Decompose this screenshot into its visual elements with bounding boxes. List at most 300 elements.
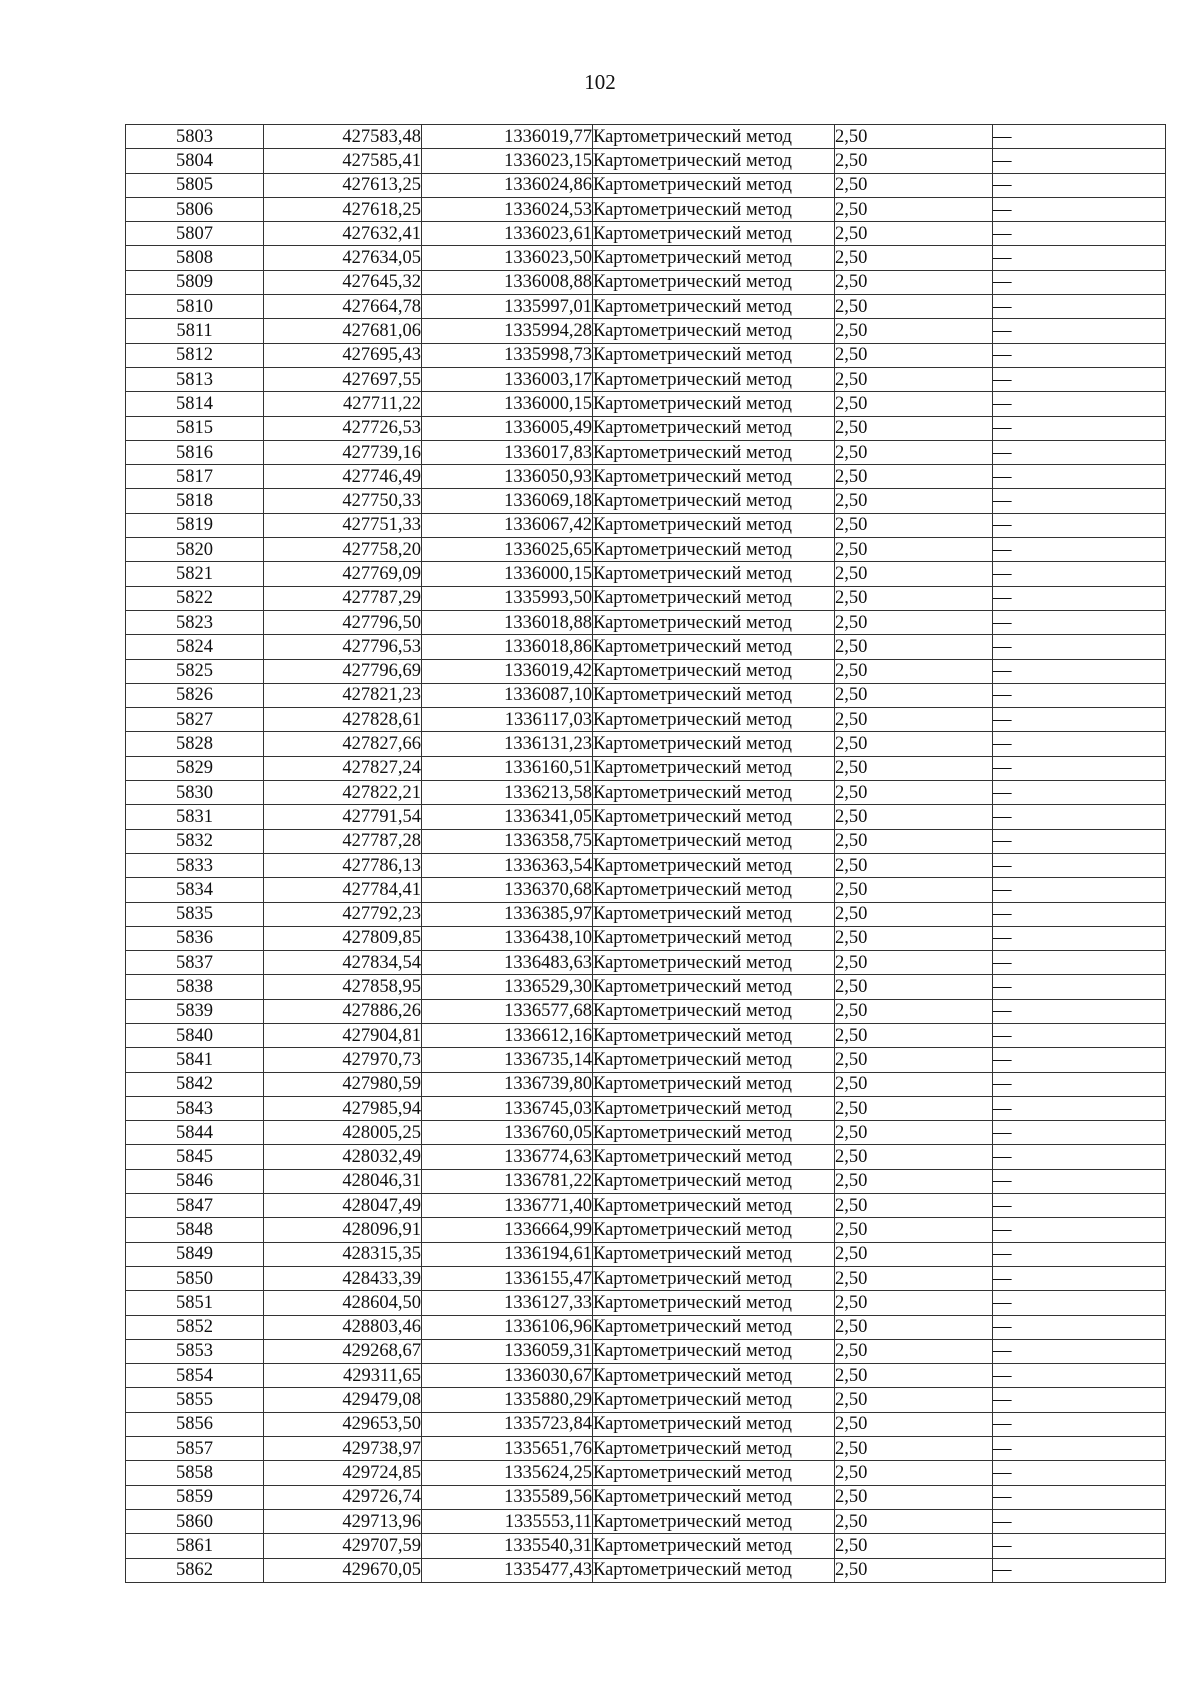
y-coordinate-cell: 1336771,40	[422, 1194, 593, 1218]
point-number-cell: 5857	[126, 1437, 264, 1461]
method-cell: Картометрический метод	[593, 1023, 835, 1047]
accuracy-cell: 2,50	[835, 805, 993, 829]
y-coordinate-cell: 1336008,88	[422, 270, 593, 294]
table-row	[126, 610, 1166, 634]
table-row	[126, 367, 1166, 391]
table-row	[126, 1096, 1166, 1120]
description-cell: —	[993, 1194, 1166, 1218]
table-row	[126, 538, 1166, 562]
point-number-cell: 5826	[126, 683, 264, 707]
x-coordinate-cell: 427792,23	[264, 902, 422, 926]
point-number-cell: 5818	[126, 489, 264, 513]
table-row	[126, 1339, 1166, 1363]
accuracy-cell: 2,50	[835, 1388, 993, 1412]
accuracy-cell: 2,50	[835, 270, 993, 294]
point-number-cell: 5816	[126, 440, 264, 464]
table-row	[126, 1388, 1166, 1412]
x-coordinate-cell: 427746,49	[264, 465, 422, 489]
method-cell: Картометрический метод	[593, 610, 835, 634]
point-number-cell: 5860	[126, 1509, 264, 1533]
point-number-cell: 5855	[126, 1388, 264, 1412]
description-cell: —	[993, 902, 1166, 926]
table-row	[126, 319, 1166, 343]
point-number-cell: 5815	[126, 416, 264, 440]
x-coordinate-cell: 427858,95	[264, 975, 422, 999]
accuracy-cell: 2,50	[835, 1266, 993, 1290]
y-coordinate-cell: 1335880,29	[422, 1388, 593, 1412]
point-number-cell: 5847	[126, 1194, 264, 1218]
description-cell: —	[993, 1364, 1166, 1388]
y-coordinate-cell: 1336024,53	[422, 197, 593, 221]
y-coordinate-cell: 1336018,86	[422, 635, 593, 659]
point-number-cell: 5851	[126, 1291, 264, 1315]
point-number-cell: 5829	[126, 756, 264, 780]
y-coordinate-cell: 1336131,23	[422, 732, 593, 756]
x-coordinate-cell: 427681,06	[264, 319, 422, 343]
table-row	[126, 1412, 1166, 1436]
table-row	[126, 1145, 1166, 1169]
method-cell: Картометрический метод	[593, 1121, 835, 1145]
point-number-cell: 5814	[126, 392, 264, 416]
x-coordinate-cell: 427787,29	[264, 586, 422, 610]
point-number-cell: 5813	[126, 367, 264, 391]
method-cell: Картометрический метод	[593, 708, 835, 732]
description-cell: —	[993, 1145, 1166, 1169]
x-coordinate-cell: 427796,69	[264, 659, 422, 683]
point-number-cell: 5812	[126, 343, 264, 367]
accuracy-cell: 2,50	[835, 319, 993, 343]
method-cell: Картометрический метод	[593, 440, 835, 464]
table-row	[126, 440, 1166, 464]
x-coordinate-cell: 427985,94	[264, 1096, 422, 1120]
accuracy-cell: 2,50	[835, 392, 993, 416]
y-coordinate-cell: 1336024,86	[422, 173, 593, 197]
y-coordinate-cell: 1336005,49	[422, 416, 593, 440]
method-cell: Картометрический метод	[593, 1218, 835, 1242]
description-cell: —	[993, 319, 1166, 343]
table-row	[126, 829, 1166, 853]
method-cell: Картометрический метод	[593, 1266, 835, 1290]
method-cell: Картометрический метод	[593, 878, 835, 902]
point-number-cell: 5837	[126, 951, 264, 975]
method-cell: Картометрический метод	[593, 683, 835, 707]
y-coordinate-cell: 1335723,84	[422, 1412, 593, 1436]
y-coordinate-cell: 1335997,01	[422, 295, 593, 319]
page-number: 102	[584, 70, 616, 94]
point-number-cell: 5854	[126, 1364, 264, 1388]
method-cell: Картометрический метод	[593, 1509, 835, 1533]
x-coordinate-cell: 427613,25	[264, 173, 422, 197]
accuracy-cell: 2,50	[835, 197, 993, 221]
method-cell: Картометрический метод	[593, 902, 835, 926]
description-cell: —	[993, 1509, 1166, 1533]
accuracy-cell: 2,50	[835, 756, 993, 780]
description-cell: —	[993, 1096, 1166, 1120]
y-coordinate-cell: 1336003,17	[422, 367, 593, 391]
y-coordinate-cell: 1335553,11	[422, 1509, 593, 1533]
method-cell: Картометрический метод	[593, 392, 835, 416]
point-number-cell: 5848	[126, 1218, 264, 1242]
accuracy-cell: 2,50	[835, 367, 993, 391]
method-cell: Картометрический метод	[593, 1194, 835, 1218]
description-cell: —	[993, 829, 1166, 853]
method-cell: Картометрический метод	[593, 1315, 835, 1339]
y-coordinate-cell: 1336067,42	[422, 513, 593, 537]
y-coordinate-cell: 1336213,58	[422, 781, 593, 805]
point-number-cell: 5833	[126, 853, 264, 877]
accuracy-cell: 2,50	[835, 829, 993, 853]
accuracy-cell: 2,50	[835, 416, 993, 440]
accuracy-cell: 2,50	[835, 1291, 993, 1315]
method-cell: Картометрический метод	[593, 295, 835, 319]
accuracy-cell: 2,50	[835, 1194, 993, 1218]
accuracy-cell: 2,50	[835, 246, 993, 270]
description-cell: —	[993, 1437, 1166, 1461]
table-row	[126, 343, 1166, 367]
y-coordinate-cell: 1336017,83	[422, 440, 593, 464]
method-cell: Картометрический метод	[593, 1485, 835, 1509]
y-coordinate-cell: 1336025,65	[422, 538, 593, 562]
description-cell: —	[993, 562, 1166, 586]
y-coordinate-cell: 1336059,31	[422, 1339, 593, 1363]
x-coordinate-cell: 427796,53	[264, 635, 422, 659]
table-row	[126, 392, 1166, 416]
accuracy-cell: 2,50	[835, 683, 993, 707]
description-cell: —	[993, 853, 1166, 877]
accuracy-cell: 2,50	[835, 926, 993, 950]
accuracy-cell: 2,50	[835, 878, 993, 902]
accuracy-cell: 2,50	[835, 610, 993, 634]
description-cell: —	[993, 756, 1166, 780]
table-row	[126, 951, 1166, 975]
x-coordinate-cell: 428046,31	[264, 1169, 422, 1193]
y-coordinate-cell: 1336370,68	[422, 878, 593, 902]
accuracy-cell: 2,50	[835, 1437, 993, 1461]
y-coordinate-cell: 1336577,68	[422, 999, 593, 1023]
y-coordinate-cell: 1335624,25	[422, 1461, 593, 1485]
table-row	[126, 1291, 1166, 1315]
table-row	[126, 1194, 1166, 1218]
y-coordinate-cell: 1336160,51	[422, 756, 593, 780]
x-coordinate-cell: 429311,65	[264, 1364, 422, 1388]
method-cell: Картометрический метод	[593, 1096, 835, 1120]
description-cell: —	[993, 197, 1166, 221]
method-cell: Картометрический метод	[593, 1339, 835, 1363]
table-row	[126, 781, 1166, 805]
description-cell: —	[993, 149, 1166, 173]
accuracy-cell: 2,50	[835, 1558, 993, 1582]
x-coordinate-cell: 427786,13	[264, 853, 422, 877]
x-coordinate-cell: 428096,91	[264, 1218, 422, 1242]
y-coordinate-cell: 1336019,42	[422, 659, 593, 683]
point-number-cell: 5817	[126, 465, 264, 489]
table-row	[126, 635, 1166, 659]
point-number-cell: 5844	[126, 1121, 264, 1145]
table-row	[126, 1048, 1166, 1072]
description-cell: —	[993, 610, 1166, 634]
point-number-cell: 5805	[126, 173, 264, 197]
y-coordinate-cell: 1336745,03	[422, 1096, 593, 1120]
y-coordinate-cell: 1335540,31	[422, 1534, 593, 1558]
table-row	[126, 173, 1166, 197]
description-cell: —	[993, 975, 1166, 999]
method-cell: Картометрический метод	[593, 222, 835, 246]
description-cell: —	[993, 465, 1166, 489]
table-row	[126, 732, 1166, 756]
table-row	[126, 1437, 1166, 1461]
description-cell: —	[993, 1023, 1166, 1047]
x-coordinate-cell: 428433,39	[264, 1266, 422, 1290]
table-row	[126, 999, 1166, 1023]
y-coordinate-cell: 1336194,61	[422, 1242, 593, 1266]
accuracy-cell: 2,50	[835, 295, 993, 319]
x-coordinate-cell: 427697,55	[264, 367, 422, 391]
table-row	[126, 246, 1166, 270]
table-row	[126, 1169, 1166, 1193]
point-number-cell: 5846	[126, 1169, 264, 1193]
x-coordinate-cell: 427695,43	[264, 343, 422, 367]
y-coordinate-cell: 1336050,93	[422, 465, 593, 489]
description-cell: —	[993, 683, 1166, 707]
table-row	[126, 805, 1166, 829]
point-number-cell: 5824	[126, 635, 264, 659]
accuracy-cell: 2,50	[835, 1485, 993, 1509]
description-cell: —	[993, 1242, 1166, 1266]
accuracy-cell: 2,50	[835, 999, 993, 1023]
x-coordinate-cell: 429670,05	[264, 1558, 422, 1582]
y-coordinate-cell: 1336069,18	[422, 489, 593, 513]
point-number-cell: 5832	[126, 829, 264, 853]
point-number-cell: 5838	[126, 975, 264, 999]
method-cell: Картометрический метод	[593, 538, 835, 562]
y-coordinate-cell: 1336000,15	[422, 392, 593, 416]
point-number-cell: 5822	[126, 586, 264, 610]
method-cell: Картометрический метод	[593, 659, 835, 683]
description-cell: —	[993, 1072, 1166, 1096]
method-cell: Картометрический метод	[593, 1364, 835, 1388]
x-coordinate-cell: 428604,50	[264, 1291, 422, 1315]
y-coordinate-cell: 1335589,56	[422, 1485, 593, 1509]
accuracy-cell: 2,50	[835, 1412, 993, 1436]
description-cell: —	[993, 1121, 1166, 1145]
table-row	[126, 197, 1166, 221]
x-coordinate-cell: 428803,46	[264, 1315, 422, 1339]
method-cell: Картометрический метод	[593, 1558, 835, 1582]
method-cell: Картометрический метод	[593, 1461, 835, 1485]
accuracy-cell: 2,50	[835, 149, 993, 173]
x-coordinate-cell: 427726,53	[264, 416, 422, 440]
y-coordinate-cell: 1336127,33	[422, 1291, 593, 1315]
point-number-cell: 5845	[126, 1145, 264, 1169]
accuracy-cell: 2,50	[835, 222, 993, 246]
x-coordinate-cell: 427585,41	[264, 149, 422, 173]
accuracy-cell: 2,50	[835, 173, 993, 197]
table-row	[126, 1072, 1166, 1096]
method-cell: Картометрический метод	[593, 732, 835, 756]
point-number-cell: 5853	[126, 1339, 264, 1363]
description-cell: —	[993, 1339, 1166, 1363]
y-coordinate-cell: 1336664,99	[422, 1218, 593, 1242]
x-coordinate-cell: 427750,33	[264, 489, 422, 513]
x-coordinate-cell: 428315,35	[264, 1242, 422, 1266]
accuracy-cell: 2,50	[835, 1242, 993, 1266]
accuracy-cell: 2,50	[835, 732, 993, 756]
table-row	[126, 1509, 1166, 1533]
x-coordinate-cell: 429479,08	[264, 1388, 422, 1412]
table-row	[126, 1023, 1166, 1047]
y-coordinate-cell: 1336106,96	[422, 1315, 593, 1339]
method-cell: Картометрический метод	[593, 975, 835, 999]
accuracy-cell: 2,50	[835, 440, 993, 464]
x-coordinate-cell: 427828,61	[264, 708, 422, 732]
method-cell: Картометрический метод	[593, 853, 835, 877]
method-cell: Картометрический метод	[593, 1534, 835, 1558]
point-number-cell: 5804	[126, 149, 264, 173]
method-cell: Картометрический метод	[593, 125, 835, 149]
x-coordinate-cell: 429707,59	[264, 1534, 422, 1558]
method-cell: Картометрический метод	[593, 416, 835, 440]
accuracy-cell: 2,50	[835, 125, 993, 149]
y-coordinate-cell: 1336023,61	[422, 222, 593, 246]
accuracy-cell: 2,50	[835, 1339, 993, 1363]
y-coordinate-cell: 1335994,28	[422, 319, 593, 343]
method-cell: Картометрический метод	[593, 1145, 835, 1169]
x-coordinate-cell: 427822,21	[264, 781, 422, 805]
description-cell: —	[993, 538, 1166, 562]
table-row	[126, 1242, 1166, 1266]
point-number-cell: 5811	[126, 319, 264, 343]
description-cell: —	[993, 1558, 1166, 1582]
y-coordinate-cell: 1336087,10	[422, 683, 593, 707]
description-cell: —	[993, 951, 1166, 975]
accuracy-cell: 2,50	[835, 538, 993, 562]
method-cell: Картометрический метод	[593, 1437, 835, 1461]
accuracy-cell: 2,50	[835, 1023, 993, 1047]
point-number-cell: 5830	[126, 781, 264, 805]
method-cell: Картометрический метод	[593, 999, 835, 1023]
method-cell: Картометрический метод	[593, 951, 835, 975]
table-row	[126, 295, 1166, 319]
point-number-cell: 5835	[126, 902, 264, 926]
y-coordinate-cell: 1336529,30	[422, 975, 593, 999]
point-number-cell: 5803	[126, 125, 264, 149]
table-row	[126, 708, 1166, 732]
method-cell: Картометрический метод	[593, 1291, 835, 1315]
point-number-cell: 5807	[126, 222, 264, 246]
y-coordinate-cell: 1336358,75	[422, 829, 593, 853]
x-coordinate-cell: 427970,73	[264, 1048, 422, 1072]
description-cell: —	[993, 1388, 1166, 1412]
y-coordinate-cell: 1336155,47	[422, 1266, 593, 1290]
y-coordinate-cell: 1335651,76	[422, 1437, 593, 1461]
table-row	[126, 270, 1166, 294]
table-row	[126, 926, 1166, 950]
y-coordinate-cell: 1336760,05	[422, 1121, 593, 1145]
table-row	[126, 659, 1166, 683]
x-coordinate-cell: 429268,67	[264, 1339, 422, 1363]
method-cell: Картометрический метод	[593, 1169, 835, 1193]
point-number-cell: 5806	[126, 197, 264, 221]
table-row	[126, 878, 1166, 902]
accuracy-cell: 2,50	[835, 1218, 993, 1242]
table-row	[126, 1266, 1166, 1290]
method-cell: Картометрический метод	[593, 149, 835, 173]
x-coordinate-cell: 427980,59	[264, 1072, 422, 1096]
point-number-cell: 5808	[126, 246, 264, 270]
description-cell: —	[993, 1218, 1166, 1242]
table-row	[126, 902, 1166, 926]
y-coordinate-cell: 1336341,05	[422, 805, 593, 829]
x-coordinate-cell: 427834,54	[264, 951, 422, 975]
description-cell: —	[993, 513, 1166, 537]
x-coordinate-cell: 429653,50	[264, 1412, 422, 1436]
y-coordinate-cell: 1336023,15	[422, 149, 593, 173]
point-number-cell: 5810	[126, 295, 264, 319]
accuracy-cell: 2,50	[835, 781, 993, 805]
point-number-cell: 5834	[126, 878, 264, 902]
x-coordinate-cell: 429738,97	[264, 1437, 422, 1461]
accuracy-cell: 2,50	[835, 708, 993, 732]
method-cell: Картометрический метод	[593, 1072, 835, 1096]
description-cell: —	[993, 392, 1166, 416]
description-cell: —	[993, 708, 1166, 732]
method-cell: Картометрический метод	[593, 513, 835, 537]
x-coordinate-cell: 429726,74	[264, 1485, 422, 1509]
method-cell: Картометрический метод	[593, 197, 835, 221]
description-cell: —	[993, 781, 1166, 805]
description-cell: —	[993, 1315, 1166, 1339]
table-row	[126, 1461, 1166, 1485]
point-number-cell: 5820	[126, 538, 264, 562]
method-cell: Картометрический метод	[593, 586, 835, 610]
description-cell: —	[993, 635, 1166, 659]
x-coordinate-cell: 427796,50	[264, 610, 422, 634]
method-cell: Картометрический метод	[593, 1242, 835, 1266]
accuracy-cell: 2,50	[835, 562, 993, 586]
x-coordinate-cell: 427758,20	[264, 538, 422, 562]
description-cell: —	[993, 926, 1166, 950]
x-coordinate-cell: 429713,96	[264, 1509, 422, 1533]
method-cell: Картометрический метод	[593, 805, 835, 829]
description-cell: —	[993, 173, 1166, 197]
table-row	[126, 1558, 1166, 1582]
accuracy-cell: 2,50	[835, 1534, 993, 1558]
point-number-cell: 5839	[126, 999, 264, 1023]
point-number-cell: 5836	[126, 926, 264, 950]
method-cell: Картометрический метод	[593, 319, 835, 343]
y-coordinate-cell: 1336735,14	[422, 1048, 593, 1072]
y-coordinate-cell: 1336739,80	[422, 1072, 593, 1096]
method-cell: Картометрический метод	[593, 926, 835, 950]
point-number-cell: 5819	[126, 513, 264, 537]
y-coordinate-cell: 1336774,63	[422, 1145, 593, 1169]
description-cell: —	[993, 246, 1166, 270]
accuracy-cell: 2,50	[835, 1121, 993, 1145]
description-cell: —	[993, 270, 1166, 294]
point-number-cell: 5861	[126, 1534, 264, 1558]
point-number-cell: 5809	[126, 270, 264, 294]
accuracy-cell: 2,50	[835, 853, 993, 877]
accuracy-cell: 2,50	[835, 1315, 993, 1339]
description-cell: —	[993, 489, 1166, 513]
table-row	[126, 1485, 1166, 1509]
y-coordinate-cell: 1336363,54	[422, 853, 593, 877]
y-coordinate-cell: 1336030,67	[422, 1364, 593, 1388]
description-cell: —	[993, 1169, 1166, 1193]
coordinates-table-body	[126, 125, 1166, 1583]
accuracy-cell: 2,50	[835, 586, 993, 610]
method-cell: Картометрический метод	[593, 829, 835, 853]
